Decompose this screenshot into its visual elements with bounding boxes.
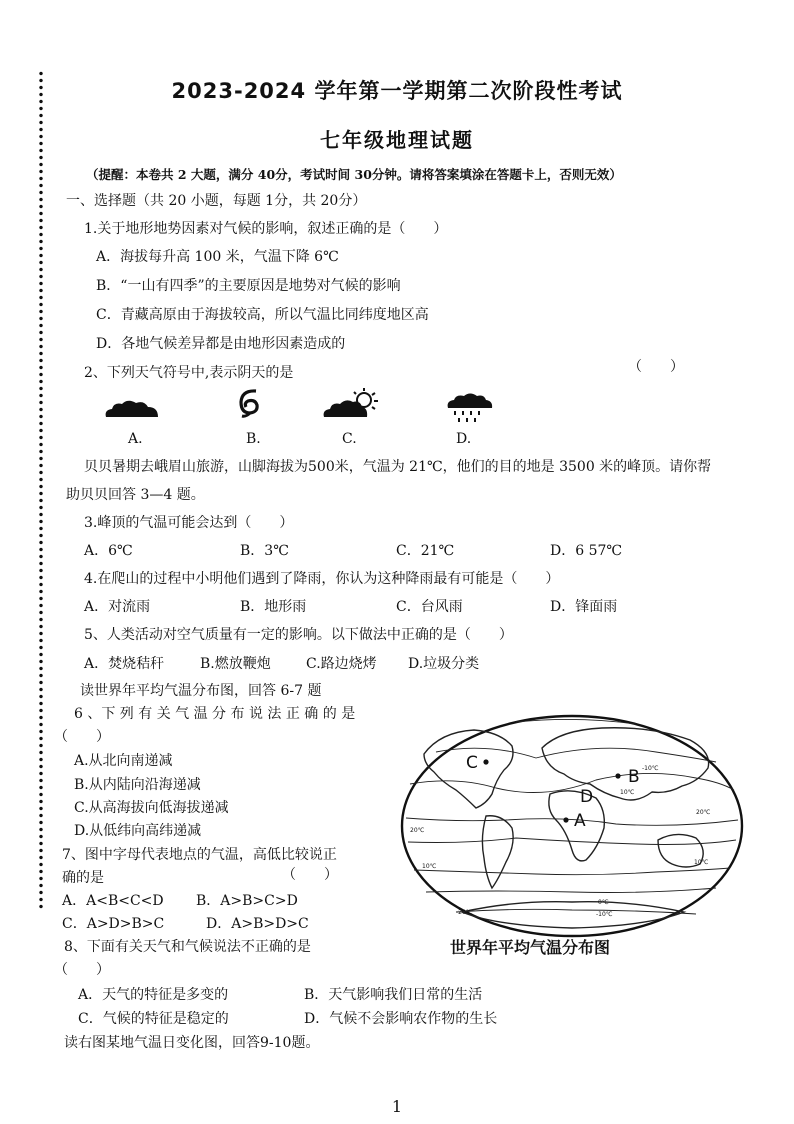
map-title: 世界年平均气温分布图: [450, 938, 611, 957]
typhoon-icon: [236, 388, 262, 418]
exam-title: 2023-2024 学年第一学期第二次阶段性考试: [171, 79, 623, 103]
q4-option-d: D．锋面雨: [550, 599, 618, 615]
q5-option-a: A．焚烧秸秆: [84, 656, 165, 672]
q7-stem-cont: 确的是: [62, 870, 104, 886]
q4-option-c: C．台风雨: [396, 599, 463, 615]
overcast-cloud-icon: [104, 398, 160, 420]
q2-label-b: B.: [246, 431, 261, 447]
svg-text:-20℃: -20℃: [456, 909, 473, 916]
q1-option-c: C．青藏高原由于海拔较高，所以气温比同纬度地区高: [96, 307, 429, 323]
q2-label-a: A.: [128, 431, 143, 447]
map-point-d: D: [580, 787, 594, 807]
q3-option-c: C．21℃: [396, 543, 455, 559]
svg-text:10℃: 10℃: [422, 863, 437, 870]
svg-text:-10℃: -10℃: [642, 765, 659, 772]
world-temperature-map: [396, 712, 746, 944]
q3-stem: 3.峰顶的气温可能会达到（ ）: [84, 515, 294, 531]
q6-option-c: C.从高海拔向低海拔递减: [74, 800, 229, 816]
svg-text:-10℃: -10℃: [596, 911, 613, 918]
binding-dotted-line: [38, 70, 44, 910]
q1-option-d: D．各地气候差异都是由地形因素造成的: [96, 336, 346, 352]
q2-stem: 2、下列天气符号中,表示阴天的是: [84, 365, 294, 381]
svg-text:20℃: 20℃: [410, 827, 425, 834]
q7-option-b: B．A>B>C>D: [196, 893, 298, 909]
q5-option-c: C.路边烧烤: [306, 656, 377, 672]
rain-cloud-icon: [446, 392, 494, 424]
q6-option-a: A.从北向南递减: [74, 753, 173, 769]
q1-stem: 1.关于地形地势因素对气候的影响，叙述正确的是（ ）: [84, 221, 448, 237]
q7-option-a: A．A<B<C<D: [62, 893, 164, 909]
q7-option-c: C．A>D>B>C: [62, 916, 165, 932]
q1-option-a: A．海拔每升高 100 米，气温下降 6℃: [96, 249, 339, 265]
q8-stem: 8、下面有关天气和气候说法不正确的是: [64, 939, 311, 955]
section-heading: 一、选择题（共 20 小题，每题 1分，共 20分）: [66, 193, 367, 209]
q6-answer-paren: （ ）: [54, 729, 110, 745]
q5-option-d: D.垃圾分类: [408, 656, 480, 672]
q3-option-b: B．3℃: [240, 543, 289, 559]
q8-option-c: C．气候的特征是稳定的: [78, 1011, 229, 1027]
svg-text:10℃: 10℃: [694, 859, 709, 866]
q2-label-d: D.: [456, 431, 472, 447]
passage3-text: 读右图某地气温日变化图，回答9-10题。: [64, 1035, 320, 1051]
passage2-text: 读世界年平均气温分布图，回答 6-7 题: [80, 683, 322, 699]
q8-option-d: D．气候不会影响农作物的生长: [304, 1011, 498, 1027]
q7-answer-paren: （ ）: [282, 867, 338, 883]
q7-stem: 7、图中字母代表地点的气温，高低比较说正: [62, 847, 337, 863]
svg-text:20℃: 20℃: [696, 809, 711, 816]
q6-option-b: B.从内陆向沿海递减: [74, 777, 201, 793]
q8-option-b: B．天气影响我们日常的生活: [304, 987, 483, 1003]
q3-option-a: A．6℃: [84, 543, 133, 559]
map-point-c: C: [466, 753, 478, 773]
q8-answer-paren: （ ）: [54, 962, 110, 978]
exam-note: （提醒：本卷共 2 大题，满分 40分，考试时间 30分钟。请将答案填涂在答题卡上，否则无效）: [86, 167, 622, 182]
page-number: 1: [391, 1097, 403, 1116]
q4-stem: 4.在爬山的过程中小明他们遇到了降雨，你认为这种降雨最有可能是（ ）: [84, 571, 560, 587]
q7-option-d: D．A>B>D>C: [206, 916, 309, 932]
exam-subtitle: 七年级地理试题: [320, 128, 474, 152]
q4-option-a: A．对流雨: [84, 599, 151, 615]
q3-option-d: D．6 57℃: [550, 543, 623, 559]
q5-option-b: B.燃放鞭炮: [200, 656, 271, 672]
q8-option-a: A．天气的特征是多变的: [78, 987, 229, 1003]
map-point-a: A: [574, 811, 586, 831]
passage1-line1: 贝贝暑期去峨眉山旅游，山脚海拔为500米，气温为 21℃，他们的目的地是 3500 米的峰顶。请你帮: [84, 459, 712, 475]
q6-option-d: D.从低纬向高纬递减: [74, 823, 202, 839]
passage1-line2: 助贝贝回答 3—4 题。: [66, 487, 205, 503]
q2-answer-paren: （ ）: [628, 359, 684, 375]
q1-option-b: B．“一山有四季”的主要原因是地势对气候的影响: [96, 278, 401, 294]
q4-option-b: B．地形雨: [240, 599, 307, 615]
q2-label-c: C.: [342, 431, 357, 447]
sun-cloud-icon: [322, 388, 384, 420]
map-point-b: B: [628, 767, 640, 787]
q5-stem: 5、人类活动对空气质量有一定的影响。以下做法中正确的是（ ）: [84, 627, 513, 643]
q6-stem: 6 、下 列 有 关 气 温 分 布 说 法 正 确 的 是: [74, 706, 356, 722]
svg-text:0℃: 0℃: [598, 899, 609, 906]
svg-text:10℃: 10℃: [620, 789, 635, 796]
